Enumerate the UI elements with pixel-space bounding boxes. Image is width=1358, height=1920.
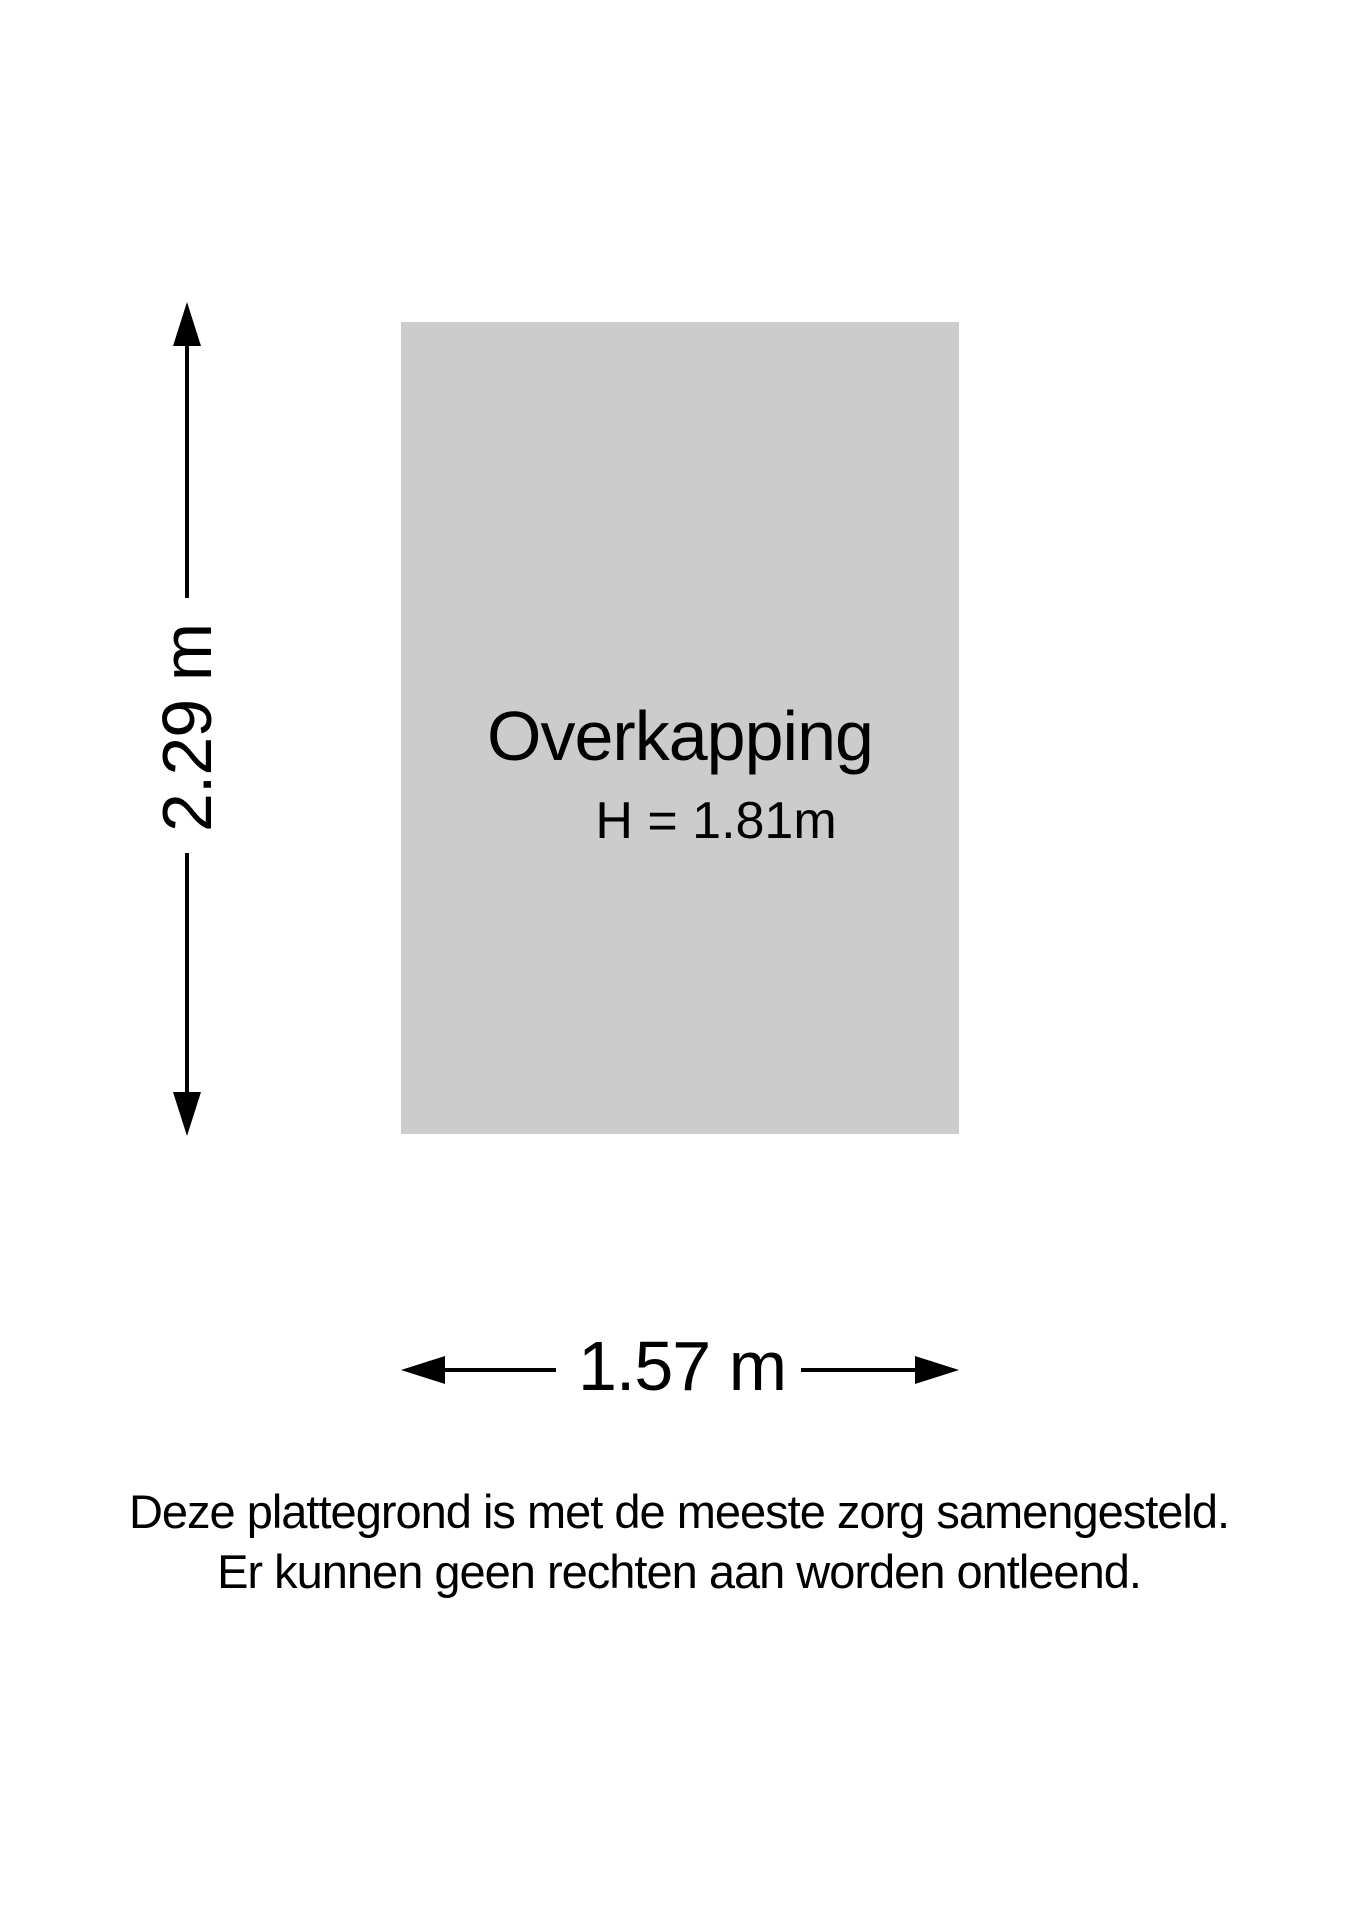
room-height-label: H = 1.81m bbox=[595, 791, 837, 850]
room-name-label: Overkapping bbox=[487, 696, 873, 775]
arrow-down-icon bbox=[173, 1092, 201, 1136]
vertical-dimension-label: 2.29 m bbox=[148, 624, 226, 832]
room-label-group bbox=[487, 696, 873, 851]
horizontal-dimension-label: 1.57 m bbox=[578, 1327, 786, 1405]
disclaimer-line-1: Deze plattegrond is met de meeste zorg samengesteld. bbox=[128, 1485, 1230, 1538]
room-overkapping bbox=[401, 322, 959, 1134]
disclaimer bbox=[0, 1482, 1358, 1602]
arrow-up-icon bbox=[173, 302, 201, 346]
disclaimer-line-2: Er kunnen geen rechten aan worden ontleend. bbox=[217, 1545, 1141, 1598]
arrow-right-icon bbox=[915, 1356, 959, 1384]
arrow-left-icon bbox=[401, 1356, 445, 1384]
